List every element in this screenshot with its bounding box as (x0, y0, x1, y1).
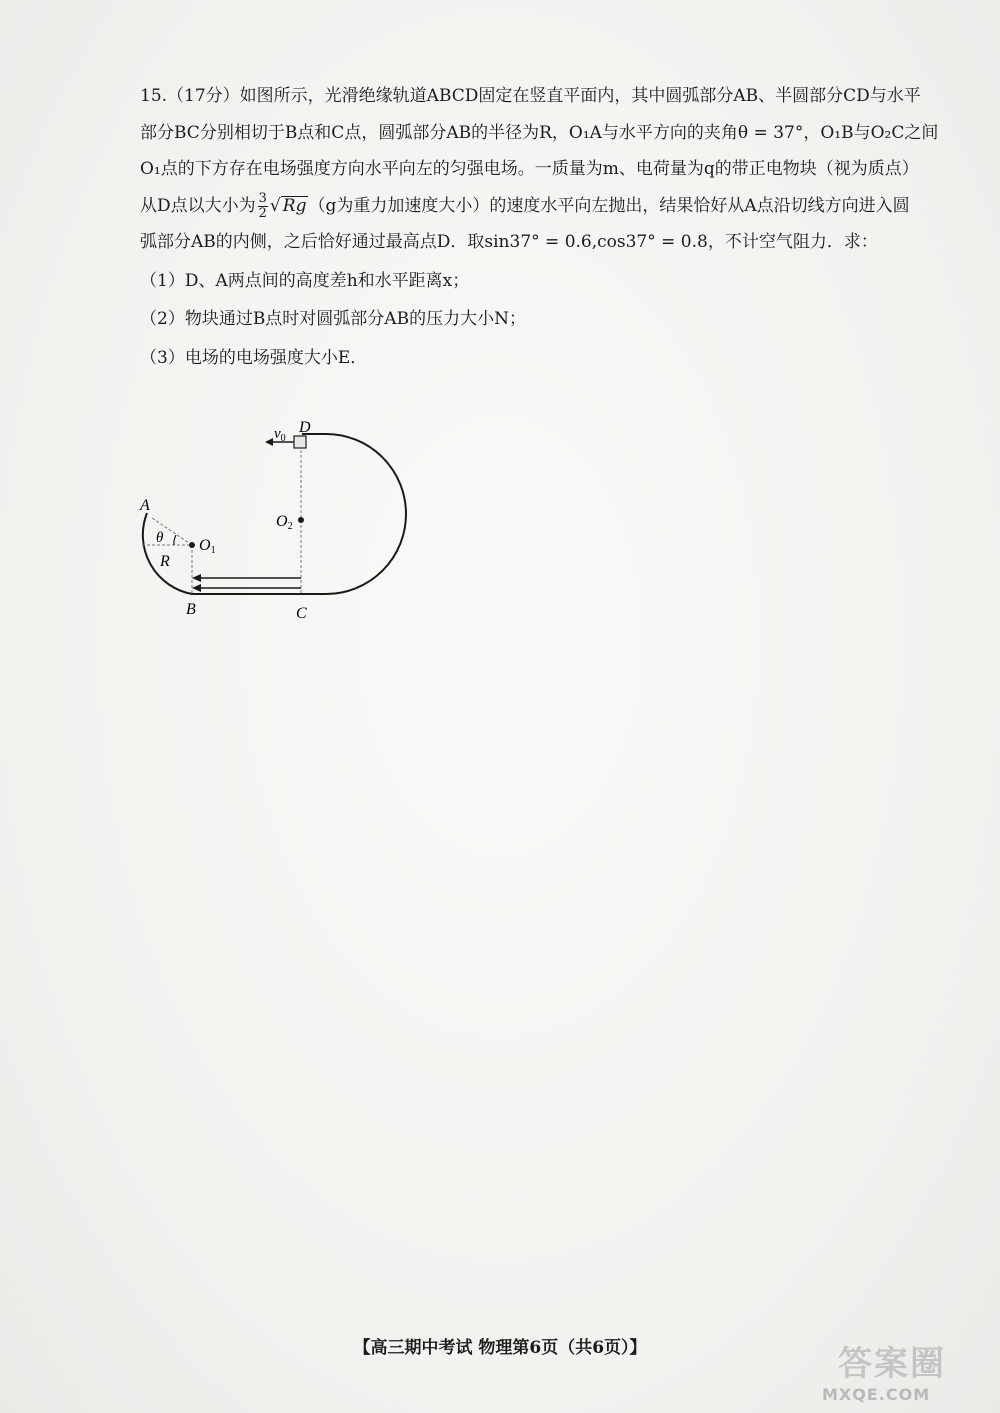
block-at-d (294, 436, 306, 448)
watermark-logo: 答案圈 (838, 1344, 946, 1384)
watermark-url: MXQE.COM (822, 1385, 931, 1404)
label-b: B (186, 601, 196, 618)
sqrt-expression: Rg (282, 195, 307, 216)
label-d: D (299, 419, 311, 436)
problem-line-1: 15.（17分）如图所示，光滑绝缘轨道ABCD固定在竖直平面内，其中圆弧部分AB、半圆部分CD与水平 (140, 86, 921, 106)
problem-line-4: 从D点以大小为 $\frac{3}{2}$ √ Rg （g为重力加速度大小）的速度水平向左抛出，结果恰好从A点沿切线方向进入圆 (140, 190, 910, 221)
question-1: （1）D、A两点间的高度差h和水平距离x； (140, 270, 470, 291)
label-r: R (160, 553, 170, 570)
problem-line-2: 部分BC分别相切于B点和C点，圆弧部分AB的半径为R，O₁A与水平方向的夹角θ = 37°，O₁B与O₂C之间 (140, 122, 939, 143)
page-footer: 【高三期中考试 物理第6页（共6页）】 (353, 1338, 647, 1358)
problem-line-3: O₁点的下方存在电场强度方向水平向左的匀强电场。一质量为m、电荷量为q的带正电物块（视为质点） (140, 159, 919, 179)
question-2: （2）物块通过B点时对圆弧部分AB的压力大小N； (140, 309, 526, 329)
center-o1 (189, 542, 195, 548)
label-a: A (140, 497, 150, 514)
label-o1: O1 (199, 537, 216, 556)
track-diagram (120, 410, 420, 630)
velocity-arrowhead (265, 438, 273, 446)
field-arrowhead-2 (192, 584, 201, 592)
track-semicircle-cd (143, 434, 406, 594)
label-v0: $v_0$ (274, 426, 286, 444)
center-o2 (298, 517, 304, 523)
label-o2: O2 (276, 513, 293, 532)
fraction: $\frac{3}{2}$ (258, 190, 267, 221)
label-c: C (296, 605, 307, 622)
label-theta: θ (156, 530, 164, 546)
problem-number: 15.（17分） (140, 86, 240, 106)
angle-arc (174, 535, 176, 545)
problem-15 (140, 78, 940, 376)
problem-line-5: 弧部分AB的内侧，之后恰好通过最高点D．取sin37° = 0.6,cos37° = 0.8，不计空气阻力．求： (140, 232, 878, 252)
field-arrowhead-1 (192, 574, 201, 582)
question-3: （3）电场的电场强度大小E． (140, 347, 368, 368)
